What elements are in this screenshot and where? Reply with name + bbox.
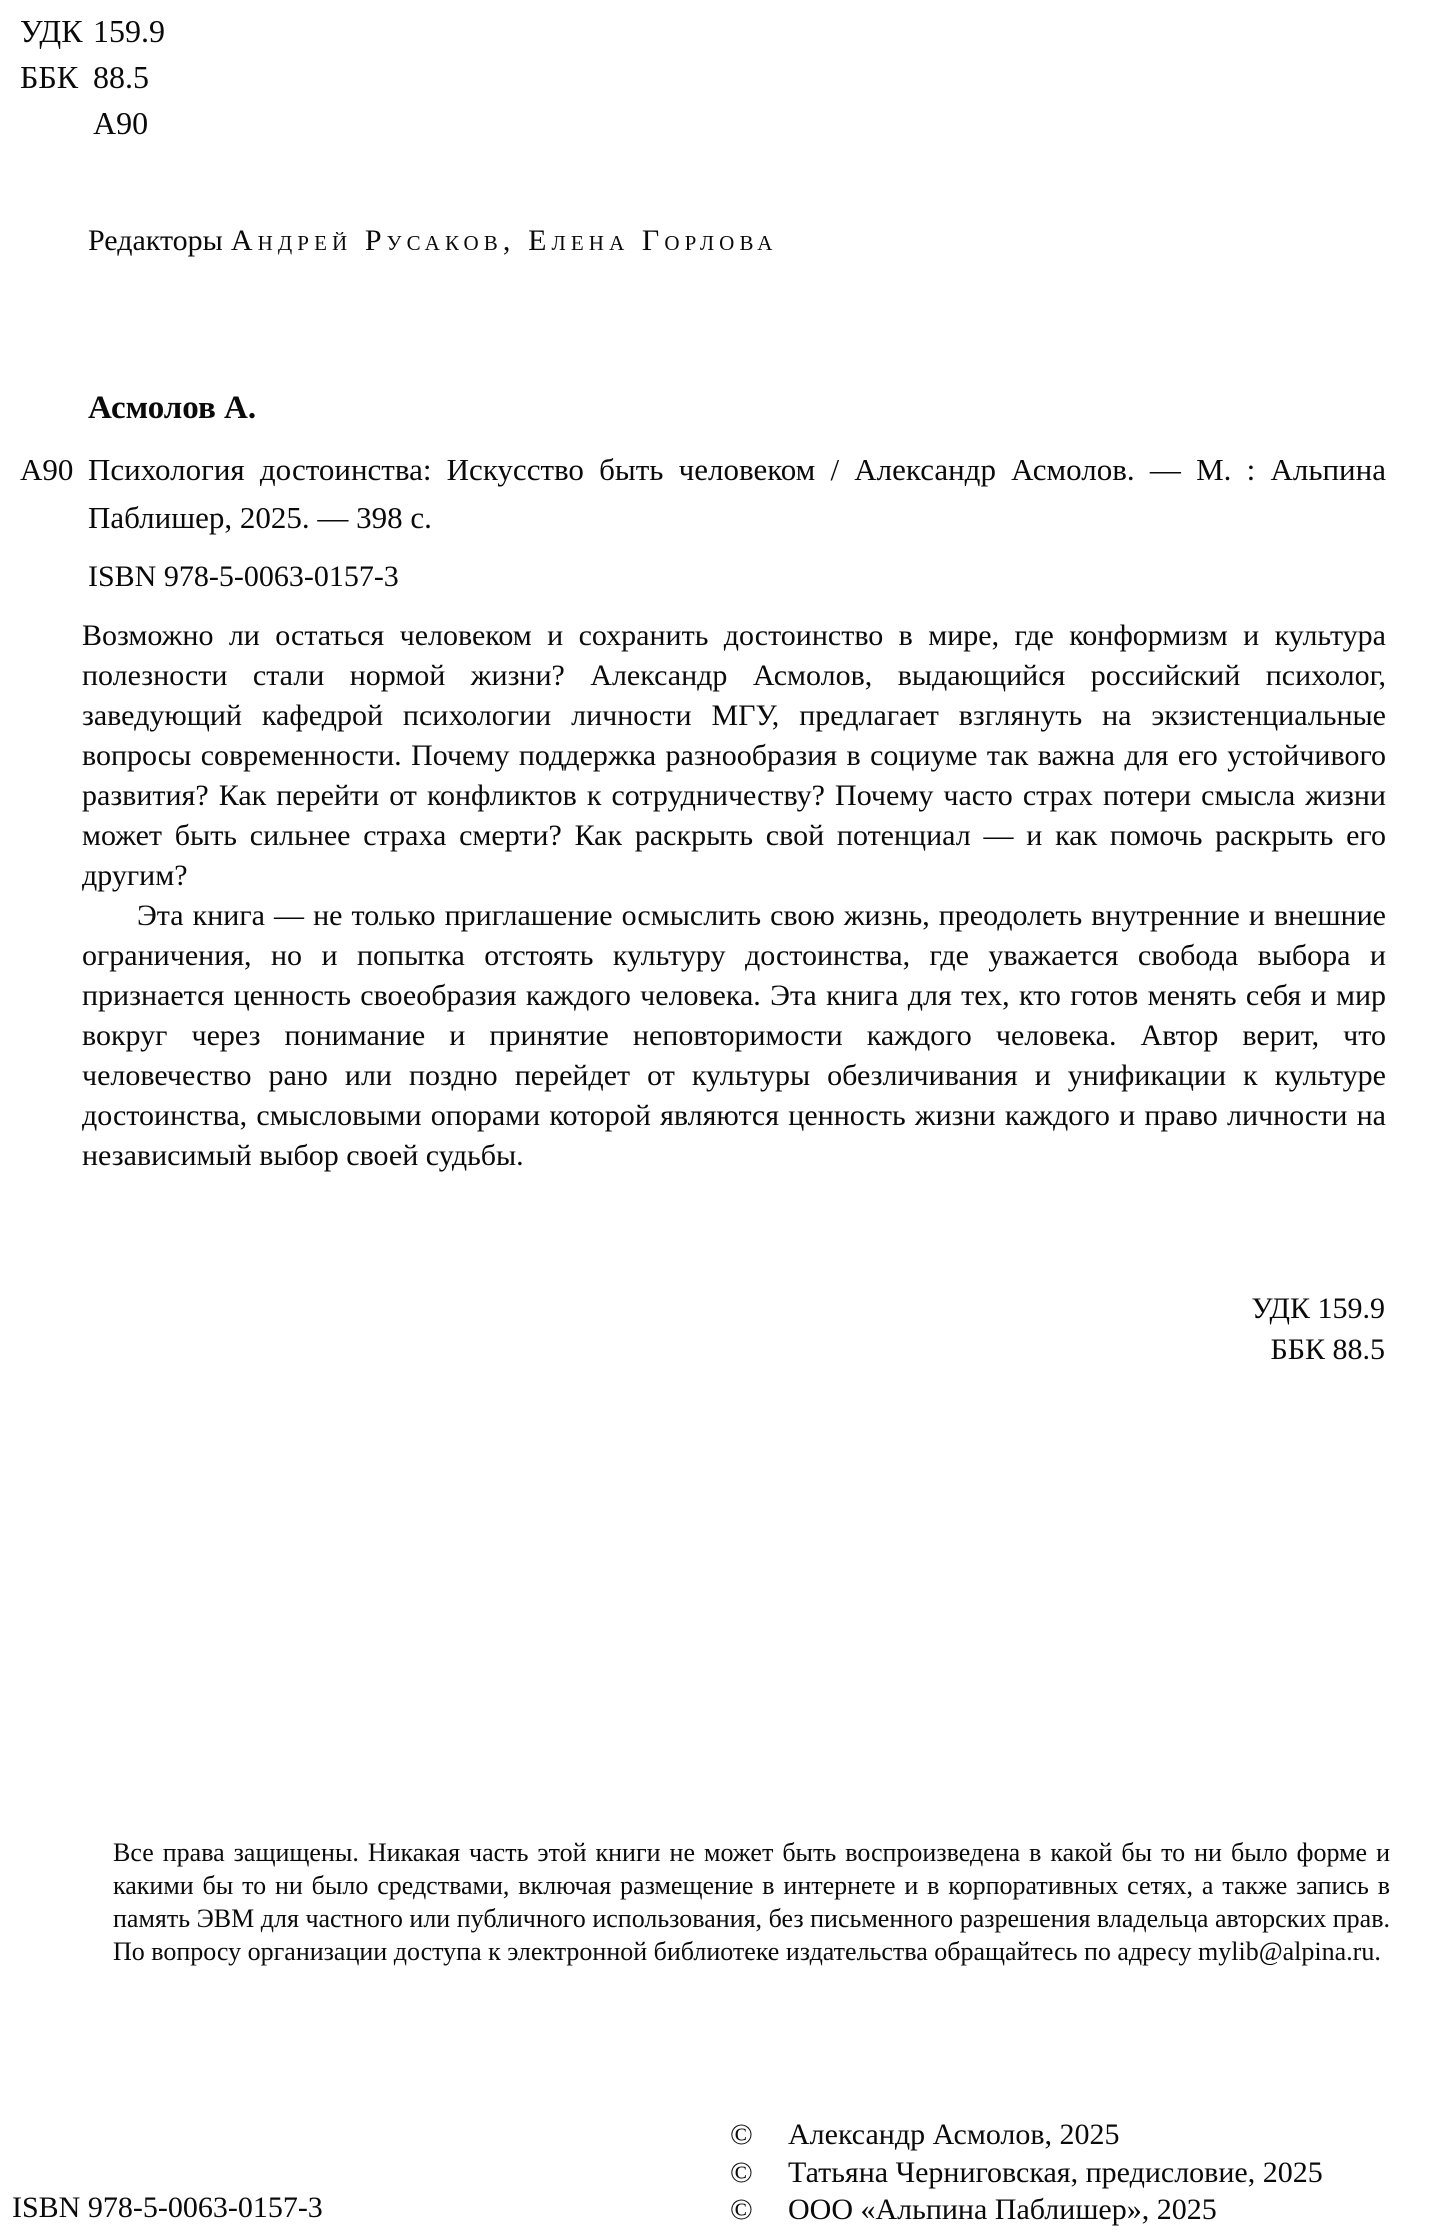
rights-notice: Все права защищены. Никакая часть этой книги не может быть воспроизведена в какой бы то ни было форме и какими бы то ни было средствами, включая размещение в интернете и в корпоративных сетях, а также запись в память ЭВМ для частного или публичного использования, без письменного разрешения владельца авторских прав. По вопросу организации доступа к электронной библиотеке издательства обращайтесь по адресу mylib@alpina.ru. (113, 1838, 1390, 1966)
editors-line (88, 224, 778, 258)
editors-names: Андрей Русаков, Елена Горлова (230, 224, 778, 257)
udk-label: УДК (20, 13, 83, 49)
copyright-symbol: © (730, 2193, 753, 2226)
catalog-entry-sign: А90 (20, 452, 74, 487)
bbk-label: ББК (20, 59, 79, 95)
copyright-row (730, 2116, 1323, 2154)
copyright-row (730, 2154, 1323, 2192)
copyright-text: ООО «Альпина Паблишер», 2025 (788, 2193, 1217, 2226)
annotation-paragraph-2: Эта книга — не только приглашение осмыслить свою жизнь, преодолеть внутренние и внешние ограничения, но и попытка отстоять культуру достоинства, где уважается свобода выбора и признается ценность своеобразия каждого человека. Эта книга для тех, кто готов менять себя и мир вокруг через понимание и принятие неповторимости каждого человека. Автор верит, что человечество рано или поздно перейдет от культуры обезличивания и унификации к культуре достоинства, смысловыми опорами которой являются ценность жизни каждого и право личности на независимый выбор своей судьбы. (82, 899, 1386, 1172)
annotation (82, 616, 1386, 1176)
bbk-value: 88.5 (93, 59, 149, 95)
isbn-top: ISBN 978-5-0063-0157-3 (88, 560, 399, 593)
udk-value: 159.9 (93, 13, 165, 49)
copyright-text: Татьяна Черниговская, предисловие, 2025 (788, 2155, 1323, 2189)
isbn-bottom: ISBN 978-5-0063-0157-3 (12, 2191, 323, 2224)
copyright-symbol: © (730, 2155, 753, 2189)
copyright-text: Александр Асмолов, 2025 (788, 2118, 1120, 2151)
classification-top (20, 8, 165, 146)
copyright-list (730, 2116, 1323, 2229)
annotation-paragraph-1: Возможно ли остаться человеком и сохранить достоинство в мире, где конформизм и культура полезности стали нормой жизни? Александр Асмолов, выдающийся российский психолог, заведующий кафедрой психологии личности МГУ, предлагает взглянуть на экзистенциальные вопросы современности. Почему поддержка разнообразия в социуме так важна для его устойчивого развития? Как перейти от конфликтов к сотрудничеству? Почему часто страх потери смысла жизни может быть сильнее страха смерти? Как раскрыть свой потенциал — и как помочь раскрыть его другим? (82, 619, 1386, 892)
bbk-bottom: ББК 88.5 (1270, 1333, 1385, 1366)
author-sign: А90 (93, 105, 149, 141)
author-heading: Асмолов А. (88, 390, 257, 426)
copyright-row (730, 2191, 1323, 2229)
udk-bottom: УДК 159.9 (1251, 1292, 1385, 1325)
udk-row (20, 8, 165, 54)
classification-bottom (1251, 1288, 1385, 1370)
catalog-entry (20, 446, 1386, 542)
editors-prefix: Редакторы (88, 224, 223, 257)
copyright-symbol: © (730, 2118, 753, 2151)
author-sign-spacer (20, 100, 93, 146)
bbk-row (20, 54, 165, 100)
catalog-entry-text: Психология достоинства: Искусство быть человеком / Александр Асмолов. — М. : Альпина Паблишер, 2025. — 398 с. (88, 452, 1386, 535)
author-sign-row (20, 100, 165, 146)
